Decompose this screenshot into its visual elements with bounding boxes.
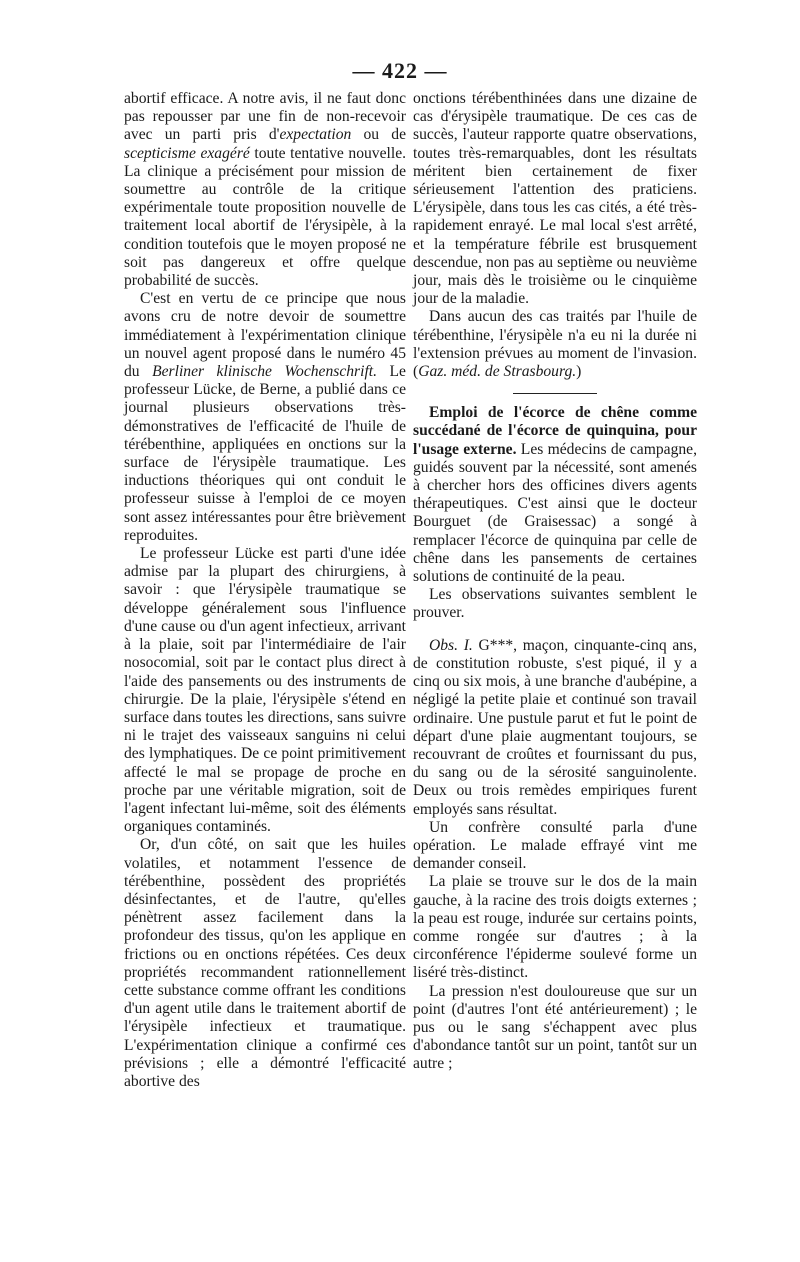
right-column <box>413 90 697 1074</box>
text: Dans aucun des cas traités par l'huile de térébenthine, l'érysipèle n'a eu ni la durée ni l'extension prévues au moment de l'invasion. ( <box>413 308 697 381</box>
left-column <box>124 90 406 1091</box>
text: G***, maçon, cinquante-cinq ans, de constitution robuste, s'est piqué, il y a cinq ou six mois, à une branche d'aubépine, a négligé la petite plaie et continué son travail ordinaire. Une pustule parut et fut le point de départ d'une plaie augmentant toujours, se recouvrant de croûtes et fournissant du pus, du sang ou de la sérosité sanguinolente. Deux ou trois remèdes empiriques furent employés sans résultat. <box>413 636 698 818</box>
italic-text: scepticisme exagéré <box>124 144 250 162</box>
paragraph: Or, d'un côté, on sait que les huiles volatiles, et notamment l'essence de térébenthine, possèdent des propriétés désinfectantes, et de l'autre, qu'elles pénètrent assez facilement dans la profondeur des tissus, qu'on les applique en frictions ou en onctions répétées. Ces deux propriétés recommandent rationnellement cette substance comme offrant les conditions d'un agent utile dans le traitement abortif de l'érysipèle infectieux et traumatique. L'expérimentation clinique a confirmé ces prévisions ; elle a démontré l'efficacité abortive des <box>124 836 406 1090</box>
paragraph <box>124 290 406 545</box>
paragraph: Les observations suivantes semblent le prouver. <box>413 586 697 622</box>
paragraph: onctions térébenthinées dans une dizaine de cas d'érysipèle traumatique. De ces cas de succès, l'auteur rapporte quatre observations, toutes très-remarquables, dont les résultats méritent bien certainement de fixer sérieusement l'attention des praticiens. L'érysipèle, dans tous les cas cités, a été très-rapidement enrayé. Le mal local s'est arrêté, et la température fébrile est brusquement descendue, non pas au septième ou neuvième jour, mais dès le troisième ou le cinquième jour de la maladie. <box>413 90 697 308</box>
section-divider <box>513 393 597 394</box>
page-number: — 422 — <box>352 58 448 83</box>
text: Le professeur Lücke, de Berne, a publié dans ce journal plusieurs observations très-démonstratives de l'efficacité de l'huile de térébenthine, appliquées en onctions sur la surface de l'érysipèle traumatique. Les inductions théoriques qui ont conduit le professeur suisse à l'emploi de ce moyen sont assez intéressantes pour être brièvement reproduites. <box>124 363 406 544</box>
paragraph: Un confrère consulté parla d'une opération. Le malade effrayé vint me demander conseil. <box>413 818 697 873</box>
paragraph <box>413 308 697 381</box>
text: abortif efficace. A notre avis, il ne faut donc pas repousser par une fin de non-recevoir avec un parti pris d' <box>124 90 406 144</box>
italic-text: expectation <box>279 126 352 144</box>
text: Les médecins de campagne, guidés souvent par la nécessité, sont amenés à chercher hors des officines divers agents thérapeutiques. C'est ainsi que le docteur Bourguet (de Graisessac) a songé à remplacer l'écorce de quinquina par celle de chêne dans les pansements de certaines solutions de continuité de la peau. <box>413 440 697 586</box>
section-heading: Emploi de l'écorce de chêne comme succédané de l'écorce de quinquina, pour l'usage externe. <box>413 404 697 458</box>
text: toute tentative nouvelle. La clinique a précisément pour mission de soumettre au contrôle de la critique expérimentale toute proposition nouvelle de traitement local abortif de l'érysipèle, à la condition toutefois que le moyen proposé ne soit pas dangereux et offre quelque probabilité de succès. <box>124 144 407 290</box>
paragraph: La plaie se trouve sur le dos de la main gauche, à la racine des trois doigts externes ; la peau est rouge, indurée sur certains points, comme rongée sur d'autres ; à la circonférence l'épiderme soulevé forme un liséré très-distinct. <box>413 873 697 982</box>
italic-text: Berliner klinische Wochenschrift. <box>152 363 378 381</box>
text: ou de <box>351 126 406 144</box>
observation-label: Obs. I. <box>429 636 473 654</box>
spacer <box>413 623 697 637</box>
paragraph <box>124 90 406 290</box>
paragraph <box>413 404 697 586</box>
text: C'est en vertu de ce principe que nous avons cru de notre devoir de soumettre immédiatement à l'expérimentation clinique un nouvel agent proposé dans le numéro 45 du <box>124 290 406 381</box>
paragraph: Le professeur Lücke est parti d'une idée admise par la plupart des chirurgiens, à savoir : que l'érysipèle traumatique se développe généralement sous l'influence d'une cause ou d'un agent infectieux, arrivant à la plaie, soit par l'intermédiaire de l'air nosocomial, soit par le contact plus direct à l'aide des pansements ou des instruments de chirurgie. De la plaie, l'érysipèle s'étend en surface dans toutes les directions, sans suivre ni le trajet des vaisseaux sanguins ni celui des lymphatiques. De ce point primitivement affecté le mal se propage de proche en proche par une véritable migration, soit de l'agent infectant lui-même, soit des éléments organiques contaminés. <box>124 545 406 836</box>
paragraph <box>413 637 697 819</box>
italic-text: Gaz. méd. de Strasbourg. <box>418 363 577 381</box>
paragraph: La pression n'est douloureuse que sur un point (d'autres l'ont été antérieurement) ; le pus ou le sang s'échappent avec plus d'abondance tantôt sur un point, tantôt sur un autre ; <box>413 982 697 1073</box>
text: ) <box>576 363 582 381</box>
